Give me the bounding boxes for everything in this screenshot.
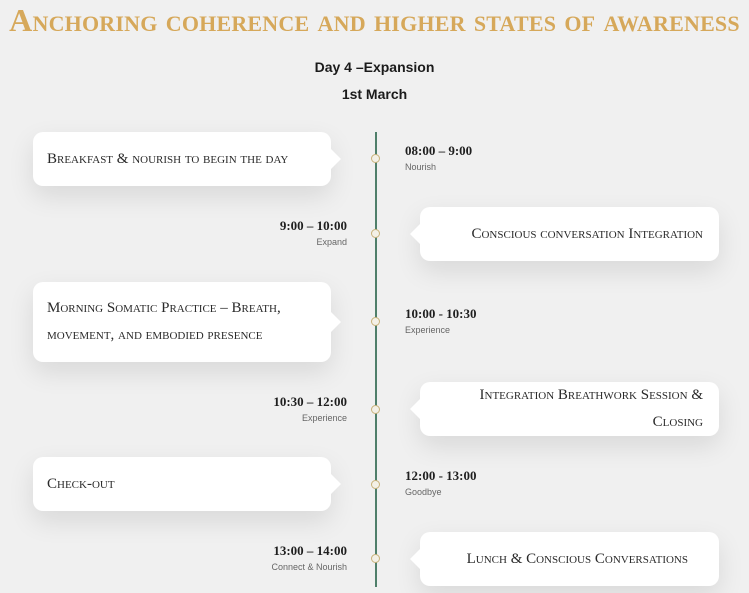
activity-text: Integration Breathwork Session & Closing bbox=[479, 387, 703, 430]
timeline-line bbox=[375, 132, 377, 587]
time-text: 10:30 – 12:00 bbox=[273, 394, 347, 409]
time-slot bbox=[405, 143, 472, 173]
time-slot bbox=[280, 218, 347, 248]
time-text: 9:00 – 10:00 bbox=[279, 218, 347, 233]
timeline-dot bbox=[371, 405, 380, 414]
page-title: Anchoring coherence and higher states of awareness bbox=[9, 2, 740, 38]
time-text: 13:00 – 14:00 bbox=[273, 543, 347, 558]
schedule-card-5 bbox=[33, 457, 331, 511]
date-heading: 1st March bbox=[341, 86, 408, 102]
time-label: Expand bbox=[316, 237, 347, 247]
time-label: Nourish bbox=[405, 162, 437, 172]
activity-text: Morning Somatic Practice – Breath, movement, and embodied presence bbox=[47, 300, 281, 343]
timeline-dot bbox=[371, 554, 380, 563]
time-text: 10:00 - 10:30 bbox=[405, 306, 477, 321]
time-text: 08:00 – 9:00 bbox=[405, 143, 473, 158]
day-heading: Day 4 –Expansion bbox=[314, 59, 435, 75]
timeline-dot bbox=[371, 317, 380, 326]
activity-text: Check-out bbox=[47, 475, 115, 492]
time-label: Goodbye bbox=[405, 487, 442, 497]
schedule-card-2 bbox=[420, 207, 719, 261]
timeline-dot bbox=[371, 154, 380, 163]
activity-text: Lunch & Conscious Conversations bbox=[466, 550, 688, 567]
time-text: 12:00 - 13:00 bbox=[405, 468, 477, 483]
activity-text: Conscious conversation Integration bbox=[471, 225, 703, 242]
timeline-dot bbox=[371, 229, 380, 238]
schedule-card-6 bbox=[420, 532, 719, 586]
time-slot bbox=[405, 468, 477, 498]
schedule-card-4 bbox=[420, 382, 719, 436]
schedule-card-1 bbox=[33, 132, 331, 186]
schedule-card-3 bbox=[33, 282, 331, 362]
activity-text: Breakfast & nourish to begin the day bbox=[47, 150, 289, 167]
time-label: Experience bbox=[301, 413, 347, 423]
time-label: Experience bbox=[405, 325, 451, 335]
time-label: Connect & Nourish bbox=[271, 562, 347, 572]
timeline-dot bbox=[371, 480, 380, 489]
time-slot bbox=[405, 306, 477, 336]
time-slot bbox=[271, 543, 347, 573]
time-slot bbox=[273, 394, 347, 424]
